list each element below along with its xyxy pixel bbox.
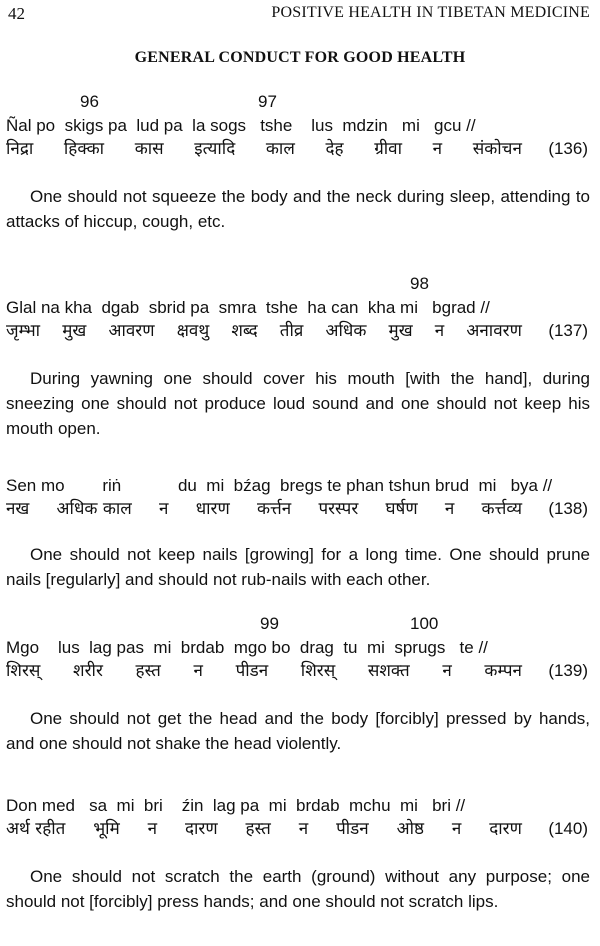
sanskrit-word: क्षवथु (176, 321, 210, 341)
sanskrit-line (6, 320, 522, 342)
sanskrit-word: मुख (388, 321, 413, 341)
tibetan-line: Sen mo riṅ du mi bźag bregs te phan tshun brud mi bya // (6, 476, 553, 495)
verse-137 (0, 274, 600, 438)
sanskrit-word: दारण (184, 819, 218, 839)
sanskrit-word: शिरस् (300, 661, 336, 681)
sanskrit-word: शरीर (73, 661, 103, 681)
sanskrit-word: आवरण (108, 321, 155, 341)
sanskrit-word: कास (134, 139, 164, 159)
sanskrit-word: काल (265, 139, 295, 159)
sanskrit-word: कर्त्तन (257, 499, 292, 519)
verse-marker: 100 (410, 614, 439, 633)
sanskrit-word: अधिक (325, 321, 367, 341)
sanskrit-word: इत्यादि (194, 139, 236, 159)
translation: One should not get the head and the body [forcibly] pressed by hands, and one should not shake the head violently. (6, 709, 590, 753)
tibetan-line: Ñal po skigs pa lud pa la sogs tshe lus mdzin mi gcu // (6, 116, 476, 135)
sanskrit-line (6, 138, 522, 160)
sanskrit-line (6, 660, 522, 682)
sanskrit-word: अनावरण (466, 321, 522, 341)
translation: One should not keep nails [growing] for a long time. One should prune nails [regularly] and should not rub-nails with each other. (6, 545, 590, 589)
sanskrit-word: संकोचन (472, 139, 522, 159)
sanskrit-word: सशक्त (367, 661, 410, 681)
sanskrit-word: मुख (62, 321, 87, 341)
sanskrit-word: ओष्ठ (396, 819, 424, 839)
sanskrit-word: हिक्का (63, 139, 105, 159)
verse-140 (0, 796, 600, 946)
verse-marker: 98 (410, 274, 429, 293)
verse-number: (140) (548, 819, 588, 838)
sanskrit-word: अधिक काल (56, 499, 132, 519)
sanskrit-line (6, 818, 522, 840)
sanskrit-word: दारण (489, 819, 522, 839)
sanskrit-word: घर्षण (385, 499, 418, 519)
section-title: GENERAL CONDUCT FOR GOOD HEALTH (134, 49, 466, 66)
sanskrit-word: कम्पन (484, 661, 522, 681)
translation: One should not scratch the earth (ground) without any purpose; one should not [forcibly] press hands; and one should not scratch lips. (6, 867, 590, 911)
translation: One should not squeeze the body and the neck during sleep, attending to attacks of hiccup, cough, etc. (6, 187, 590, 231)
sanskrit-word: शिरस् (6, 661, 41, 681)
verse-138 (0, 476, 600, 626)
tibetan-line: Don med sa mi bri źin lag pa mi brdab mchu mi bri // (6, 796, 466, 815)
sanskrit-word: तीव्र (279, 321, 304, 341)
sanskrit-word: न (444, 499, 455, 519)
verse-marker: 99 (260, 614, 279, 633)
sanskrit-word: न (451, 819, 462, 839)
sanskrit-word: हस्त (245, 819, 271, 839)
sanskrit-word: कर्त्तव्य (481, 499, 522, 519)
sanskrit-word: परस्पर (318, 499, 359, 519)
verse-marker: 97 (258, 92, 277, 111)
sanskrit-word: न (159, 499, 169, 519)
sanskrit-word: पीडन (235, 661, 269, 681)
sanskrit-word: जृम्भा (6, 321, 41, 341)
sanskrit-word: निद्रा (6, 139, 34, 159)
sanskrit-line (6, 498, 522, 520)
verse-139 (0, 614, 600, 764)
sanskrit-word: अर्थ रहीत (6, 819, 66, 839)
sanskrit-word: न (432, 139, 443, 159)
verse-number: (137) (548, 321, 588, 340)
sanskrit-word: न (442, 661, 452, 681)
sanskrit-word: शब्द (231, 321, 258, 341)
sanskrit-word: धारण (195, 499, 230, 519)
page-number: 42 (8, 4, 25, 23)
sanskrit-word: ग्रीवा (374, 139, 403, 159)
translation: During yawning one should cover his mouth [with the hand], during sneezing one should not produce loud sound and one should not keep his mouth open. (6, 369, 590, 438)
sanskrit-word: नख (6, 499, 30, 519)
sanskrit-word: भूमि (93, 819, 120, 839)
verse-136 (0, 92, 600, 242)
sanskrit-word: न (193, 661, 203, 681)
page-header (8, 4, 590, 26)
running-head: POSITIVE HEALTH IN TIBETAN MEDICINE (271, 4, 590, 21)
sanskrit-word: न (147, 819, 158, 839)
sanskrit-word: देह (325, 139, 344, 159)
sanskrit-word: न (434, 321, 445, 341)
verse-number: (136) (548, 139, 588, 158)
verse-number: (139) (548, 661, 588, 680)
tibetan-line: Mgo lus lag pas mi brdab mgo bo drag tu mi sprugs te // (6, 638, 488, 657)
sanskrit-word: हस्त (135, 661, 161, 681)
verse-marker: 96 (80, 92, 99, 111)
verse-number: (138) (548, 499, 588, 518)
sanskrit-word: न (298, 819, 309, 839)
sanskrit-word: पीडन (336, 819, 369, 839)
tibetan-line: Glal na kha dgab sbrid pa smra tshe ha can kha mi bgrad // (6, 298, 490, 317)
